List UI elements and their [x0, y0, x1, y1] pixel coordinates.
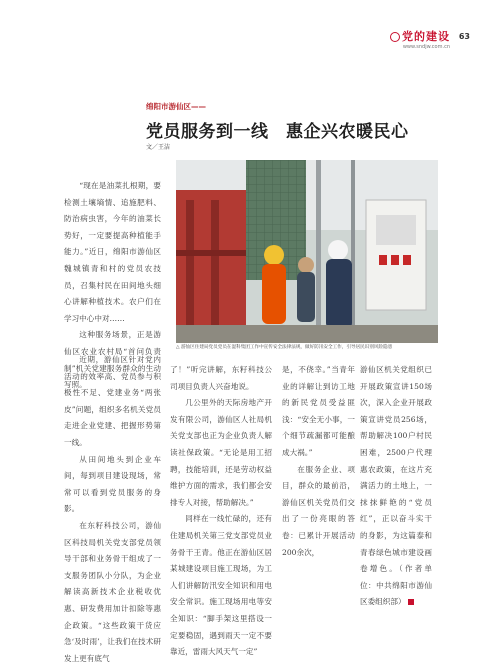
col2-paragraph-1: 了！”听完讲解，东籽科技公司项目负责人兴奋地说。 — [170, 365, 272, 391]
col1-paragraph-2: 从田间地头到企业车间，每到项目建设现场，常常可以看到党员服务的身影。 — [64, 454, 161, 514]
col1-paragraph-3: 在东籽科技公司，游仙区科技局机关党支部党员领导干部和业务骨干组成了一支服务团队小分队，为企业解读高新技术企业税收优惠、研发费用加计扣除等惠企政策。“这些政策干货应急‘及时雨’，让我们在技术研发上更有底气 — [64, 520, 161, 663]
photo-caption: △ 游仙区住建局党员党员在湿科集团工作中宣传安全法律法规，做好防汛安全工作，引导居民识别风险隐患 — [176, 345, 393, 350]
body-column-1 — [64, 352, 161, 667]
article-photo — [176, 160, 438, 343]
column-tag: 绵阳市游仙区—— — [146, 102, 206, 111]
col1-paragraph-1: 近期，游仙区针对党内活动的效率高、党员参与积极性不足、党建业务“两张皮”问题，组织多名机关党员走进企业党建、把握形势第一线。 — [64, 355, 161, 447]
body-column-2 — [170, 362, 272, 661]
page-number: 63 — [458, 32, 470, 41]
col2-paragraph-3: 同样在一线忙碌的，还有住建局机关第三党支部党员业务骨干王青。他正在游仙区居某城建设项目施工现场，为工人们讲解防汛安全知识和用电安全常识。施工现场用电等安全知识：“脚手架这里搭设一定要稳固，遇到雨天一定不要靠近，雷雨大风天气一定” — [170, 514, 272, 657]
article-title: 党员服务到一线 惠企兴农暖民心 — [146, 122, 409, 142]
construction-site-photo — [176, 160, 438, 343]
col4-paragraph-1 — [360, 362, 432, 611]
lead-paragraph-2: 这种服务场景，正是游仙区农业农村局“首问负责制”机关党建服务群众的生动写照。 — [64, 330, 161, 390]
body-column-4 — [360, 362, 432, 611]
brand-url: www.sndjw.com.cn — [402, 44, 450, 50]
brand-title: 党的建设 — [380, 28, 450, 44]
lead-paragraph-1: “现在是油菜扎根期，要检测土壤墒情、追施肥料、防治病虫害，今年的油菜长势好，一定要提高种植能手能力。”近日，绵阳市游仙区魏城镇青和村的党员农技员，召集村民在田间地头细心讲解种植技术。农户们在学习中心中对…… — [64, 181, 161, 323]
party-logo-icon — [390, 32, 400, 42]
end-mark-icon — [408, 599, 414, 605]
col2-paragraph-2: 几公里外的天际房地产开发有限公司，游仙区人社局机关党支部也正为企业负责人解读社保政策。“无论是用工招聘，技能培训，还是劳动权益维护方面的需求，我们都会安排专人对接，帮助解决。” — [170, 398, 272, 507]
col3-paragraph-1: 是，不侥幸。”当青年业的详解让到访工地的新民党员受益匪浅：“安全无小事，一个细节疏漏都可能酿成大祸。” — [282, 365, 355, 457]
article-author: 文／王洁 — [146, 144, 171, 151]
col4-text: 游仙区机关党组织已开展政策宣讲150场次，深入企业开展政策宣讲党员256场，帮助解决100户村民困难，2500户代理惠农政策，在这片充满活力的土地上，一抹抹鲜艳的“党员红”，正以奋斗实干的身影，为这篇泰和青春绿色城市建设画卷增色。（作者单位：中共绵阳市游仙区委组织部） — [360, 365, 432, 607]
col3-paragraph-2: 在服务企业、项目，群众的最前沿，游仙区机关党员们交出了一份亮眼的答卷：已累计开展活动200余次， — [282, 464, 355, 557]
body-column-3 — [282, 362, 355, 561]
masthead — [380, 28, 450, 50]
